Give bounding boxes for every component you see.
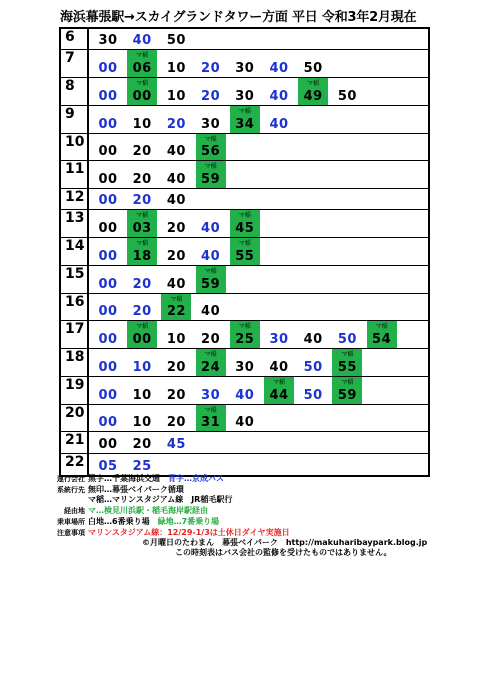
page-title: 海浜幕張駅→スカイグランドタワー方面 平日 令和3年2月現在 [60, 10, 417, 25]
departure-minute [125, 454, 157, 475]
departure-minute-platform-7 [125, 321, 157, 348]
minute-value: 10 [132, 415, 152, 431]
route-via-label: マ稲 [238, 323, 251, 331]
minute-value: 10 [166, 88, 186, 104]
departure-minute [125, 349, 157, 376]
departure-minute [159, 266, 191, 293]
hour-cell [61, 189, 89, 209]
minute-value: 20 [132, 436, 152, 452]
hour-number: 11 [65, 161, 85, 178]
departure-minute [159, 189, 191, 209]
hour-number: 12 [65, 189, 85, 206]
departure-minute [228, 377, 260, 404]
minute-value: 20 [166, 248, 186, 264]
departure-minute [330, 321, 362, 348]
hour-number: 16 [65, 293, 85, 310]
minute-value: 00 [98, 415, 118, 431]
minute-value: 40 [166, 172, 186, 188]
hour-row [61, 454, 428, 475]
departure-minute-platform-7 [125, 78, 157, 105]
route-via-label: マ稲 [341, 378, 354, 386]
minute-value: 00 [98, 193, 118, 209]
hour-row [61, 238, 428, 266]
route-via-label: マ稲 [204, 163, 217, 171]
minute-value: 18 [132, 248, 152, 264]
hour-row [61, 29, 428, 50]
hour-number: 20 [65, 404, 85, 421]
departure-minute [262, 349, 294, 376]
operator-note [30, 474, 224, 484]
stop-note [30, 517, 219, 527]
route-via-label: マ稲 [375, 323, 388, 331]
route-via-label: マ稲 [238, 107, 251, 115]
route-via-label: マ稲 [204, 135, 217, 143]
departure-minute [194, 294, 226, 321]
departure-minute-platform-7 [194, 134, 226, 161]
departure-minute [91, 321, 123, 348]
route-line-1: 無印…幕張ベイパーク循環 [88, 485, 184, 494]
departure-minute-platform-7 [228, 210, 260, 237]
minute-value: 59 [201, 276, 221, 292]
stop-label: 乗車場所 [57, 518, 85, 526]
departure-minute [159, 432, 191, 452]
departure-minute-platform-7 [125, 50, 157, 77]
departure-minute [125, 405, 157, 432]
minute-value: 10 [166, 332, 186, 348]
departure-minute [125, 189, 157, 209]
caution-label: 注意事項 [57, 529, 85, 537]
route-via-label: マ稲 [341, 351, 354, 359]
minute-value: 40 [269, 61, 289, 77]
hour-number: 22 [65, 453, 85, 470]
minute-value: 40 [201, 221, 221, 237]
disclaimer: この時刻表はバス会社の監修を受けたものではありません。 [175, 548, 392, 557]
hour-number: 13 [65, 210, 85, 227]
departure-minute [159, 321, 191, 348]
departure-minute [125, 134, 157, 161]
departure-minute [91, 432, 123, 452]
minute-value: 30 [269, 332, 289, 348]
departure-minute [159, 238, 191, 265]
minute-value: 20 [132, 193, 152, 209]
departure-minute-platform-7 [159, 294, 191, 321]
hour-row [61, 321, 428, 349]
departure-minute [296, 377, 328, 404]
minute-value: 30 [235, 61, 255, 77]
minute-value: 40 [201, 304, 221, 320]
departure-minute [296, 50, 328, 77]
minute-value: 30 [201, 387, 221, 403]
hour-row [61, 349, 428, 377]
departure-minute [125, 377, 157, 404]
minute-value: 30 [98, 33, 118, 49]
departure-minute-platform-7 [228, 321, 260, 348]
route-via-label: マ稲 [272, 378, 285, 386]
departure-minute [262, 321, 294, 348]
departure-minute-platform-7 [125, 210, 157, 237]
minute-value: 56 [201, 144, 221, 160]
minute-value: 40 [201, 248, 221, 264]
minute-value: 00 [98, 61, 118, 77]
minute-value: 00 [98, 359, 118, 375]
minute-value: 20 [201, 88, 221, 104]
hour-number: 19 [65, 376, 85, 393]
minute-value: 45 [235, 221, 255, 237]
minute-value: 24 [201, 359, 221, 375]
minute-value: 40 [235, 387, 255, 403]
departure-minute-platform-7 [296, 78, 328, 105]
departure-minute [159, 29, 191, 49]
departure-minute [296, 349, 328, 376]
minute-value: 00 [98, 172, 118, 188]
hour-number: 17 [65, 321, 85, 338]
hour-cell [61, 454, 89, 475]
hour-cell [61, 78, 89, 105]
operator-blue: 青字…京成バス [168, 474, 224, 483]
route-via-label: マ稲 [204, 406, 217, 414]
departure-minute [125, 161, 157, 188]
minute-value: 20 [166, 359, 186, 375]
departure-minute-platform-7 [228, 238, 260, 265]
departure-minute-platform-7 [194, 349, 226, 376]
hour-row [61, 106, 428, 134]
minute-value: 05 [98, 458, 118, 474]
route-via-label: マ稲 [204, 267, 217, 275]
hour-row [61, 377, 428, 405]
minute-value: 10 [132, 359, 152, 375]
minute-value: 54 [372, 332, 392, 348]
stop-green: 緑地…7番乗り場 [157, 517, 220, 526]
departure-minute [228, 50, 260, 77]
minute-value: 50 [303, 387, 323, 403]
minute-value: 20 [132, 276, 152, 292]
departure-minute [125, 106, 157, 133]
departure-minute-platform-7 [125, 238, 157, 265]
minute-value: 00 [98, 116, 118, 132]
departure-minute [228, 349, 260, 376]
departure-minute [159, 50, 191, 77]
minute-value: 03 [132, 221, 152, 237]
hour-cell [61, 405, 89, 432]
minute-value: 50 [303, 61, 323, 77]
departure-minute [159, 405, 191, 432]
minute-value: 44 [269, 387, 289, 403]
departure-minute [159, 377, 191, 404]
hour-number: 18 [65, 349, 85, 366]
departure-minute [125, 29, 157, 49]
caution-text: マリンスタジアム線：12/29-1/3は土休日ダイヤ実施日 [88, 528, 290, 537]
minute-value: 25 [235, 332, 255, 348]
departure-minute [194, 210, 226, 237]
departure-minute [159, 210, 191, 237]
hour-row [61, 294, 428, 322]
hour-number: 9 [65, 105, 75, 122]
minute-value: 20 [166, 387, 186, 403]
hour-cell [61, 29, 89, 49]
departure-minute-platform-7 [330, 377, 362, 404]
caution-note [30, 528, 290, 538]
minute-value: 00 [98, 387, 118, 403]
minute-value: 00 [132, 88, 152, 104]
hour-number: 14 [65, 238, 85, 255]
minute-value: 10 [132, 116, 152, 132]
operator-black: 黒字…千葉海浜交通 [88, 474, 160, 483]
minute-value: 00 [98, 88, 118, 104]
minute-value: 20 [132, 172, 152, 188]
departure-minute-platform-7 [330, 349, 362, 376]
departure-minute-platform-7 [228, 106, 260, 133]
hour-number: 7 [65, 50, 75, 67]
minute-value: 50 [166, 33, 186, 49]
route-note-2 [30, 495, 232, 505]
hour-row [61, 189, 428, 210]
minute-value: 06 [132, 61, 152, 77]
minute-value: 40 [166, 193, 186, 209]
minute-value: 50 [337, 332, 357, 348]
minute-value: 40 [269, 359, 289, 375]
hour-cell [61, 321, 89, 348]
departure-minute [159, 349, 191, 376]
departure-minute [125, 432, 157, 452]
departure-minute [228, 405, 260, 432]
minute-value: 00 [98, 332, 118, 348]
credit-line: ©月曜日のたわまん 幕張ベイパーク http://makuharibaypark.blog.jp [142, 538, 428, 547]
timetable-grid [59, 27, 430, 477]
route-via-label: マ稲 [136, 212, 149, 220]
via-text: マ…検見川浜駅・稲毛海岸駅経由 [88, 506, 208, 515]
departure-minute [91, 349, 123, 376]
departure-minute [91, 238, 123, 265]
hour-row [61, 432, 428, 453]
minute-value: 59 [201, 172, 221, 188]
minute-value: 30 [201, 116, 221, 132]
minute-value: 55 [337, 359, 357, 375]
minute-value: 55 [235, 248, 255, 264]
minute-value: 40 [166, 144, 186, 160]
minute-value: 20 [132, 304, 152, 320]
route-via-label: マ稲 [136, 323, 149, 331]
route-line-2: マ稲…マリンスタジアム線 JR稲毛駅行 [88, 495, 233, 504]
hour-cell [61, 238, 89, 265]
minute-value: 49 [303, 88, 323, 104]
minute-value: 31 [201, 415, 221, 431]
route-via-label: マ稲 [307, 80, 320, 88]
departure-minute [228, 78, 260, 105]
departure-minute [194, 238, 226, 265]
minute-value: 10 [166, 61, 186, 77]
hour-row [61, 266, 428, 294]
minute-value: 00 [98, 221, 118, 237]
departure-minute [194, 106, 226, 133]
minute-value: 34 [235, 116, 255, 132]
hour-cell [61, 161, 89, 188]
minute-value: 22 [166, 304, 186, 320]
departure-minute [91, 405, 123, 432]
route-via-label: マ稲 [238, 212, 251, 220]
minute-value: 00 [98, 248, 118, 264]
route-via-label: マ稲 [136, 240, 149, 248]
hour-cell [61, 349, 89, 376]
departure-minute-platform-7 [365, 321, 397, 348]
minute-value: 50 [303, 359, 323, 375]
hour-row [61, 210, 428, 238]
hour-cell [61, 377, 89, 404]
route-via-label: マ稲 [136, 80, 149, 88]
hour-row [61, 134, 428, 162]
minute-value: 40 [303, 332, 323, 348]
hour-row [61, 50, 428, 78]
hour-number: 6 [65, 29, 75, 45]
minute-value: 30 [235, 359, 255, 375]
minute-value: 40 [166, 276, 186, 292]
hour-row [61, 78, 428, 106]
minute-value: 00 [98, 436, 118, 452]
minute-value: 00 [98, 144, 118, 160]
hour-cell [61, 210, 89, 237]
minute-value: 20 [132, 144, 152, 160]
minute-value: 20 [166, 415, 186, 431]
departure-minute [262, 106, 294, 133]
hour-number: 8 [65, 78, 75, 95]
departure-minute [159, 161, 191, 188]
departure-minute [91, 377, 123, 404]
route-via-label: マ稲 [204, 351, 217, 359]
departure-minute [91, 78, 123, 105]
departure-minute [125, 266, 157, 293]
minute-value: 40 [132, 33, 152, 49]
departure-minute [125, 294, 157, 321]
via-note [30, 506, 208, 516]
departure-minute [159, 134, 191, 161]
hour-cell [61, 294, 89, 321]
route-via-label: マ稲 [238, 240, 251, 248]
minute-value: 20 [201, 332, 221, 348]
departure-minute [296, 321, 328, 348]
minute-value: 20 [166, 116, 186, 132]
departure-minute [194, 50, 226, 77]
hour-number: 10 [65, 133, 85, 150]
departure-minute-platform-7 [262, 377, 294, 404]
departure-minute [194, 377, 226, 404]
minute-value: 50 [337, 88, 357, 104]
route-label: 系統行先 [57, 486, 85, 494]
stop-black: 白地…6番乗り場 [88, 517, 150, 526]
minute-value: 00 [132, 332, 152, 348]
minute-value: 00 [98, 304, 118, 320]
minute-value: 40 [235, 415, 255, 431]
departure-minute [330, 78, 362, 105]
minute-value: 40 [269, 116, 289, 132]
departure-minute [159, 106, 191, 133]
departure-minute [91, 266, 123, 293]
departure-minute [91, 189, 123, 209]
departure-minute-platform-7 [194, 266, 226, 293]
minute-value: 25 [132, 458, 152, 474]
route-via-label: マ稲 [136, 52, 149, 60]
hour-row [61, 161, 428, 189]
departure-minute [91, 50, 123, 77]
via-label: 経由地 [64, 507, 85, 515]
departure-minute [91, 134, 123, 161]
hour-cell [61, 50, 89, 77]
hour-cell [61, 106, 89, 133]
minute-value: 40 [269, 88, 289, 104]
minute-value: 10 [132, 387, 152, 403]
minute-value: 59 [337, 387, 357, 403]
hour-number: 15 [65, 265, 85, 282]
departure-minute-platform-7 [194, 405, 226, 432]
minute-value: 30 [235, 88, 255, 104]
hour-number: 21 [65, 432, 85, 449]
hour-cell [61, 432, 89, 452]
departure-minute [194, 321, 226, 348]
departure-minute-platform-7 [194, 161, 226, 188]
hour-row [61, 405, 428, 433]
route-via-label: マ稲 [170, 295, 183, 303]
minute-value: 00 [98, 276, 118, 292]
departure-minute [194, 78, 226, 105]
departure-minute [91, 454, 123, 475]
departure-minute [91, 106, 123, 133]
operator-label: 運行会社 [57, 475, 85, 483]
minute-value: 45 [166, 436, 186, 452]
hour-cell [61, 266, 89, 293]
route-note-1 [30, 485, 184, 495]
hour-cell [61, 134, 89, 161]
minute-value: 20 [166, 221, 186, 237]
departure-minute [262, 50, 294, 77]
departure-minute [91, 294, 123, 321]
departure-minute [91, 210, 123, 237]
departure-minute [159, 78, 191, 105]
departure-minute [262, 78, 294, 105]
minute-value: 20 [201, 61, 221, 77]
departure-minute [91, 29, 123, 49]
departure-minute [91, 161, 123, 188]
